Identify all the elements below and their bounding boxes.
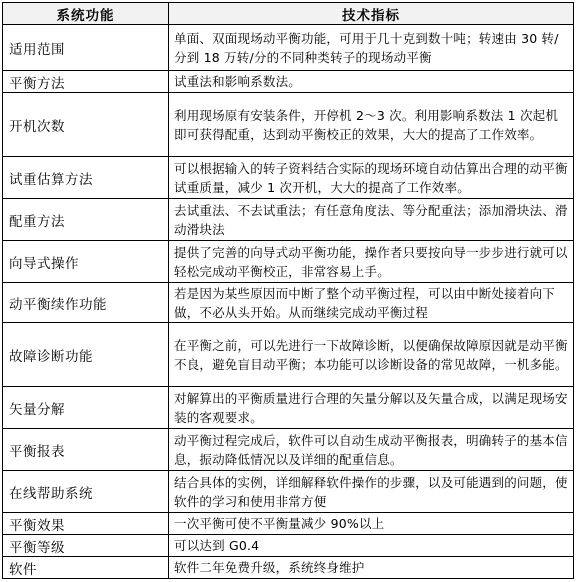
spec-cell: 可以达到 G0.4 xyxy=(169,535,574,557)
feature-cell: 向导式操作 xyxy=(3,241,169,283)
table-row xyxy=(3,283,574,323)
feature-cell: 平衡效果 xyxy=(3,513,169,535)
feature-cell: 适用范围 xyxy=(3,25,169,71)
table-row xyxy=(3,535,574,557)
table-row xyxy=(3,471,574,513)
table-row xyxy=(3,429,574,471)
table-row xyxy=(3,199,574,241)
spec-cell: 提供了完善的向导式动平衡功能，操作者只要按向导一步步进行就可以轻松完成动平衡校正，非常容易上手。 xyxy=(169,241,574,283)
feature-cell: 平衡报表 xyxy=(3,429,169,471)
table-row xyxy=(3,71,574,93)
feature-cell: 在线帮助系统 xyxy=(3,471,169,513)
spec-cell: 在平衡之前，可以先进行一下故障诊断，以便确保故障原因就是动平衡不良，避免盲目动平衡；本功能可以诊断设备的常见故障，一机多能。 xyxy=(169,323,574,387)
feature-cell: 动平衡续作功能 xyxy=(3,283,169,323)
spec-cell: 可以根据输入的转子资料结合实际的现场环境自动估算出合理的动平衡试重质量，减少 1 次开机，大大的提高了工作效率。 xyxy=(169,157,574,199)
header-feature: 系统功能 xyxy=(3,3,169,25)
header-spec: 技术指标 xyxy=(169,3,574,25)
spec-cell: 对解算出的平衡质量进行合理的矢量分解以及矢量合成，以满足现场安装的客观要求。 xyxy=(169,387,574,429)
feature-cell: 故障诊断功能 xyxy=(3,323,169,387)
spec-cell: 试重法和影响系数法。 xyxy=(169,71,574,93)
spec-cell: 利用现场原有安装条件，开停机 2～3 次。利用影响系数法 1 次起机即可获得配重，达到动平衡校正的效果，大大的提高了工作效率。 xyxy=(169,93,574,157)
spec-cell: 结合具体的实例，详细解释软件操作的步骤，以及可能遇到的问题，使软件的学习和使用非常方便 xyxy=(169,471,574,513)
feature-cell: 试重估算方法 xyxy=(3,157,169,199)
feature-cell: 平衡方法 xyxy=(3,71,169,93)
table-row xyxy=(3,323,574,387)
table-row xyxy=(3,241,574,283)
feature-cell: 开机次数 xyxy=(3,93,169,157)
table-row xyxy=(3,557,574,579)
feature-cell: 平衡等级 xyxy=(3,535,169,557)
table-row xyxy=(3,157,574,199)
table-row xyxy=(3,387,574,429)
feature-cell: 软件 xyxy=(3,557,169,579)
spec-cell: 若是因为某些原因而中断了整个动平衡过程，可以由中断处接着向下做，不必从头开始。从而继续完成动平衡过程 xyxy=(169,283,574,323)
spec-cell: 去试重法、不去试重法；有任意角度法、等分配重法；添加滑块法、滑动滑块法 xyxy=(169,199,574,241)
table-row xyxy=(3,513,574,535)
feature-cell: 配重方法 xyxy=(3,199,169,241)
spec-cell: 动平衡过程完成后，软件可以自动生成动平衡报表，明确转子的基本信息，振动降低情况以及详细的配重信息。 xyxy=(169,429,574,471)
feature-cell: 矢量分解 xyxy=(3,387,169,429)
header-row xyxy=(3,3,574,25)
spec-cell: 一次平衡可使不平衡量减少 90%以上 xyxy=(169,513,574,535)
table-row xyxy=(3,25,574,71)
spec-cell: 软件二年免费升级，系统终身维护 xyxy=(169,557,574,579)
spec-table xyxy=(2,2,574,579)
spec-cell: 单面、双面现场动平衡功能，可用于几十克到数十吨；转速由 30 转/分到 18 万转/分的不同种类转子的现场动平衡 xyxy=(169,25,574,71)
table-row xyxy=(3,93,574,157)
